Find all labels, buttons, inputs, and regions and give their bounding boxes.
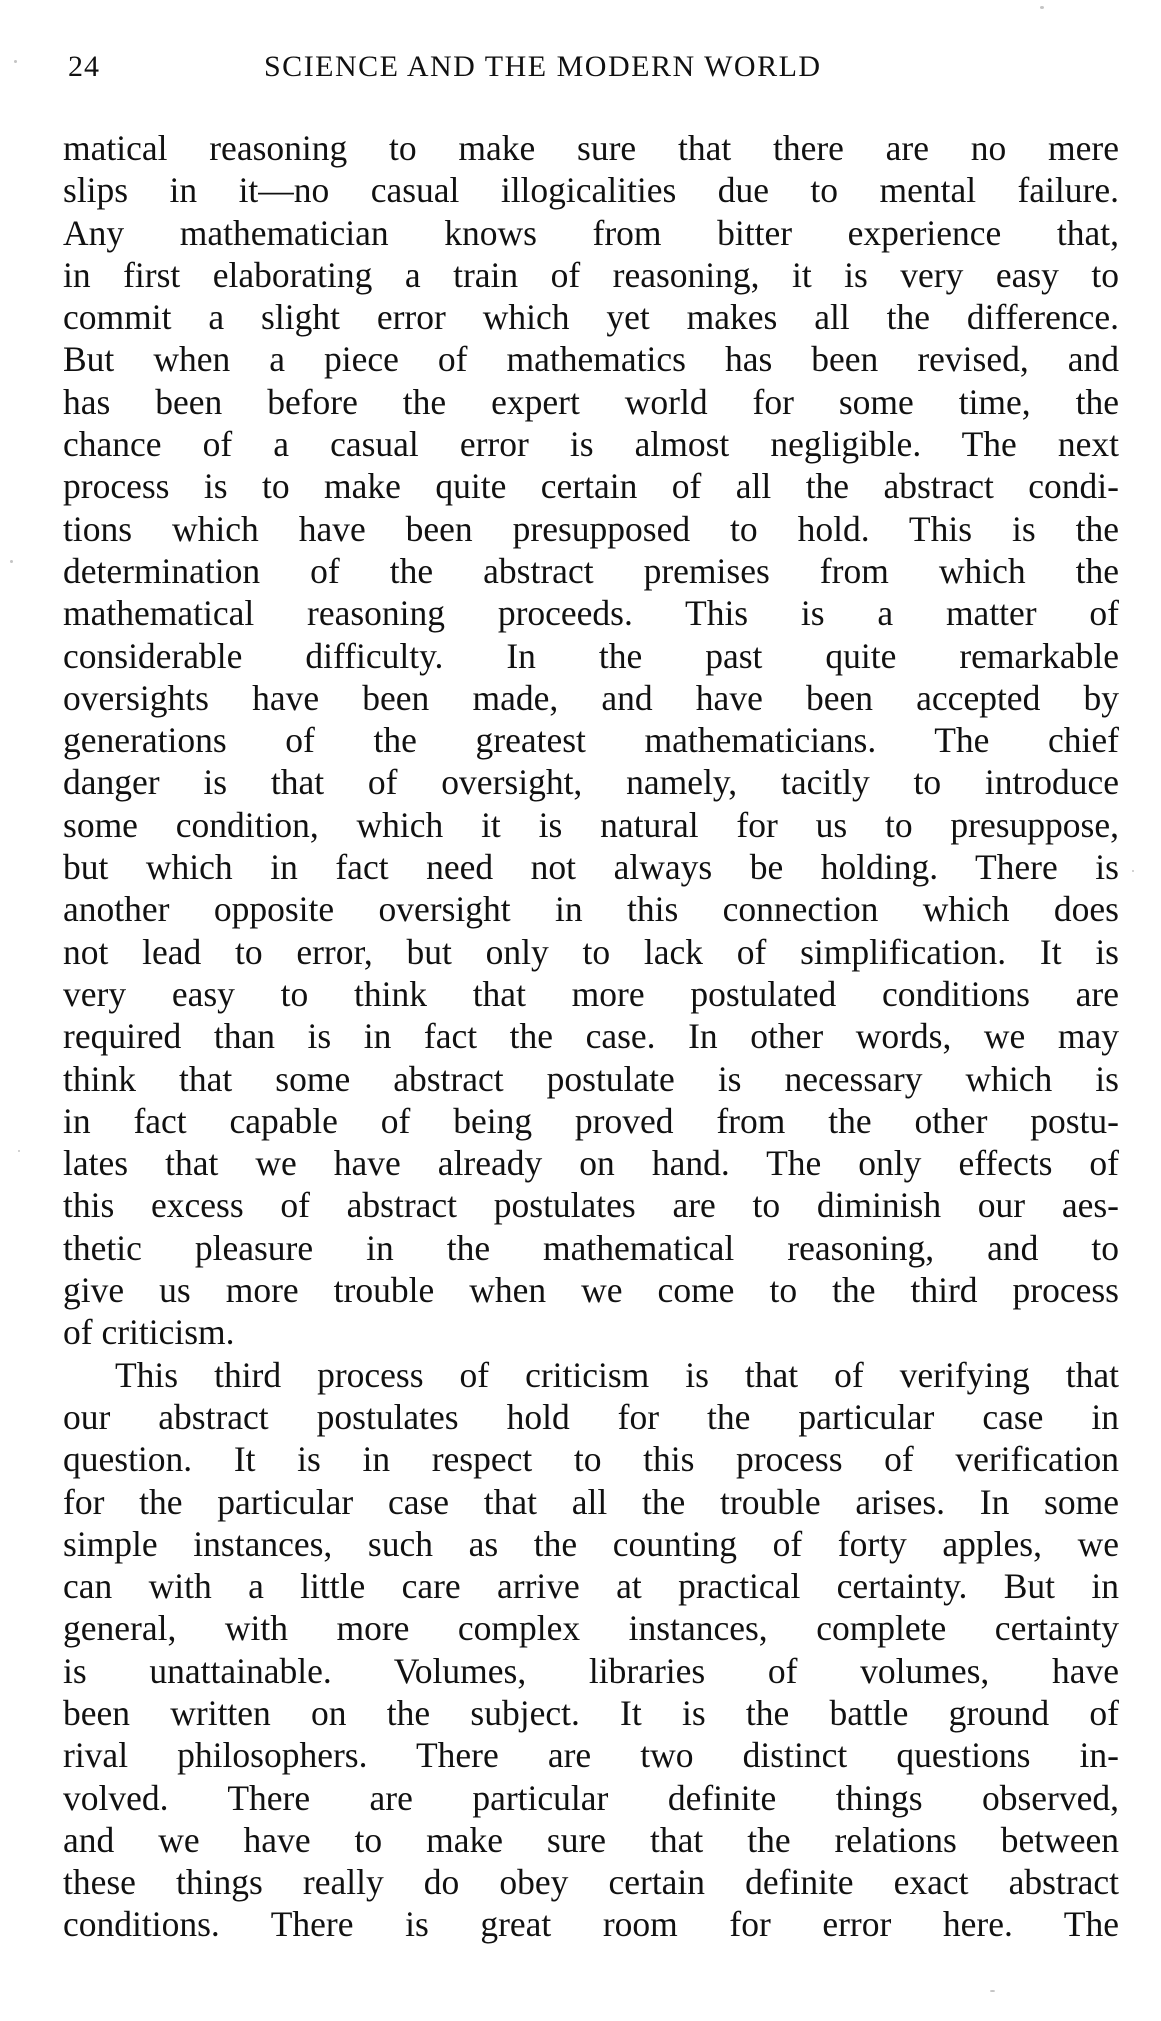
text-line: is unattainable. Volumes, libraries of volumes, have bbox=[63, 1650, 1119, 1691]
text-line: been written on the subject. It is the battle ground of bbox=[63, 1692, 1119, 1733]
paragraph bbox=[63, 127, 1119, 1354]
text-line: But when a piece of mathematics has been revised, and bbox=[63, 339, 1119, 380]
text-line: think that some abstract postulate is necessary which is bbox=[63, 1058, 1119, 1099]
scan-speck bbox=[14, 60, 17, 63]
text-line: oversights have been made, and have been accepted by bbox=[63, 677, 1119, 718]
text-line: determination of the abstract premises from which the bbox=[63, 550, 1119, 591]
text-line: Any mathematician knows from bitter experience that, bbox=[63, 212, 1119, 253]
text-line: another opposite oversight in this connection which does bbox=[63, 889, 1119, 930]
body-text bbox=[63, 127, 1119, 1946]
text-line: our abstract postulates hold for the particular case in bbox=[63, 1396, 1119, 1437]
text-line: This third process of criticism is that of verifying that bbox=[115, 1354, 1119, 1395]
text-line: rival philosophers. There are two distinct questions in- bbox=[63, 1735, 1119, 1776]
text-line: has been before the expert world for some time, the bbox=[63, 381, 1119, 422]
paragraph bbox=[63, 1354, 1119, 1946]
text-line: lates that we have already on hand. The only effects of bbox=[63, 1143, 1119, 1184]
text-line: slips in it—no casual illogicalities due to mental failure. bbox=[63, 170, 1119, 211]
text-line: these things really do obey certain definite exact abstract bbox=[63, 1862, 1119, 1903]
text-line: tions which have been presupposed to hold. This is the bbox=[63, 508, 1119, 549]
text-line: volved. There are particular definite things observed, bbox=[63, 1777, 1119, 1818]
text-line: commit a slight error which yet makes all the difference. bbox=[63, 297, 1119, 338]
text-line: chance of a casual error is almost negligible. The next bbox=[63, 424, 1119, 465]
running-head: SCIENCE AND THE MODERN WORLD bbox=[264, 50, 822, 83]
scan-speck bbox=[18, 1150, 20, 1152]
text-line: but which in fact need not always be holding. There is bbox=[63, 847, 1119, 888]
text-line: considerable difficulty. In the past quite remarkable bbox=[63, 635, 1119, 676]
text-line: required than is in fact the case. In other words, we may bbox=[63, 1016, 1119, 1057]
text-line: can with a little care arrive at practical certainty. But in bbox=[63, 1566, 1119, 1607]
scan-speck bbox=[1132, 870, 1134, 872]
text-line: thetic pleasure in the mathematical reasoning, and to bbox=[63, 1227, 1119, 1268]
text-line: in first elaborating a train of reasoning, it is very easy to bbox=[63, 254, 1119, 295]
text-line: this excess of abstract postulates are to diminish our aes- bbox=[63, 1185, 1119, 1226]
text-line: mathematical reasoning proceeds. This is a matter of bbox=[63, 593, 1119, 634]
text-line: very easy to think that more postulated conditions are bbox=[63, 973, 1119, 1014]
scan-speck bbox=[1040, 6, 1044, 9]
text-line: simple instances, such as the counting of forty apples, we bbox=[63, 1523, 1119, 1564]
text-line: matical reasoning to make sure that there are no mere bbox=[63, 128, 1119, 168]
text-line: question. It is in respect to this process of verification bbox=[63, 1439, 1119, 1480]
page-header bbox=[68, 50, 1118, 94]
text-line: process is to make quite certain of all the abstract condi- bbox=[63, 466, 1119, 507]
page-number: 24 bbox=[68, 50, 100, 83]
text-line: not lead to error, but only to lack of simplification. It is bbox=[63, 931, 1119, 972]
text-line: conditions. There is great room for error here. The bbox=[63, 1904, 1119, 1945]
text-line: danger is that of oversight, namely, tacitly to introduce bbox=[63, 762, 1119, 803]
text-line: some condition, which it is natural for us to presuppose, bbox=[63, 804, 1119, 845]
text-line: generations of the greatest mathematicians. The chief bbox=[63, 720, 1119, 761]
text-line: in fact capable of being proved from the other postu- bbox=[63, 1100, 1119, 1141]
text-line: and we have to make sure that the relations between bbox=[63, 1819, 1119, 1860]
text-line: general, with more complex instances, complete certainty bbox=[63, 1608, 1119, 1649]
scan-speck bbox=[10, 560, 13, 563]
scan-speck bbox=[990, 1990, 995, 1992]
text-line: give us more trouble when we come to the third process bbox=[63, 1270, 1119, 1311]
text-line: of criticism. bbox=[63, 1312, 235, 1353]
text-line: for the particular case that all the trouble arises. In some bbox=[63, 1481, 1119, 1522]
